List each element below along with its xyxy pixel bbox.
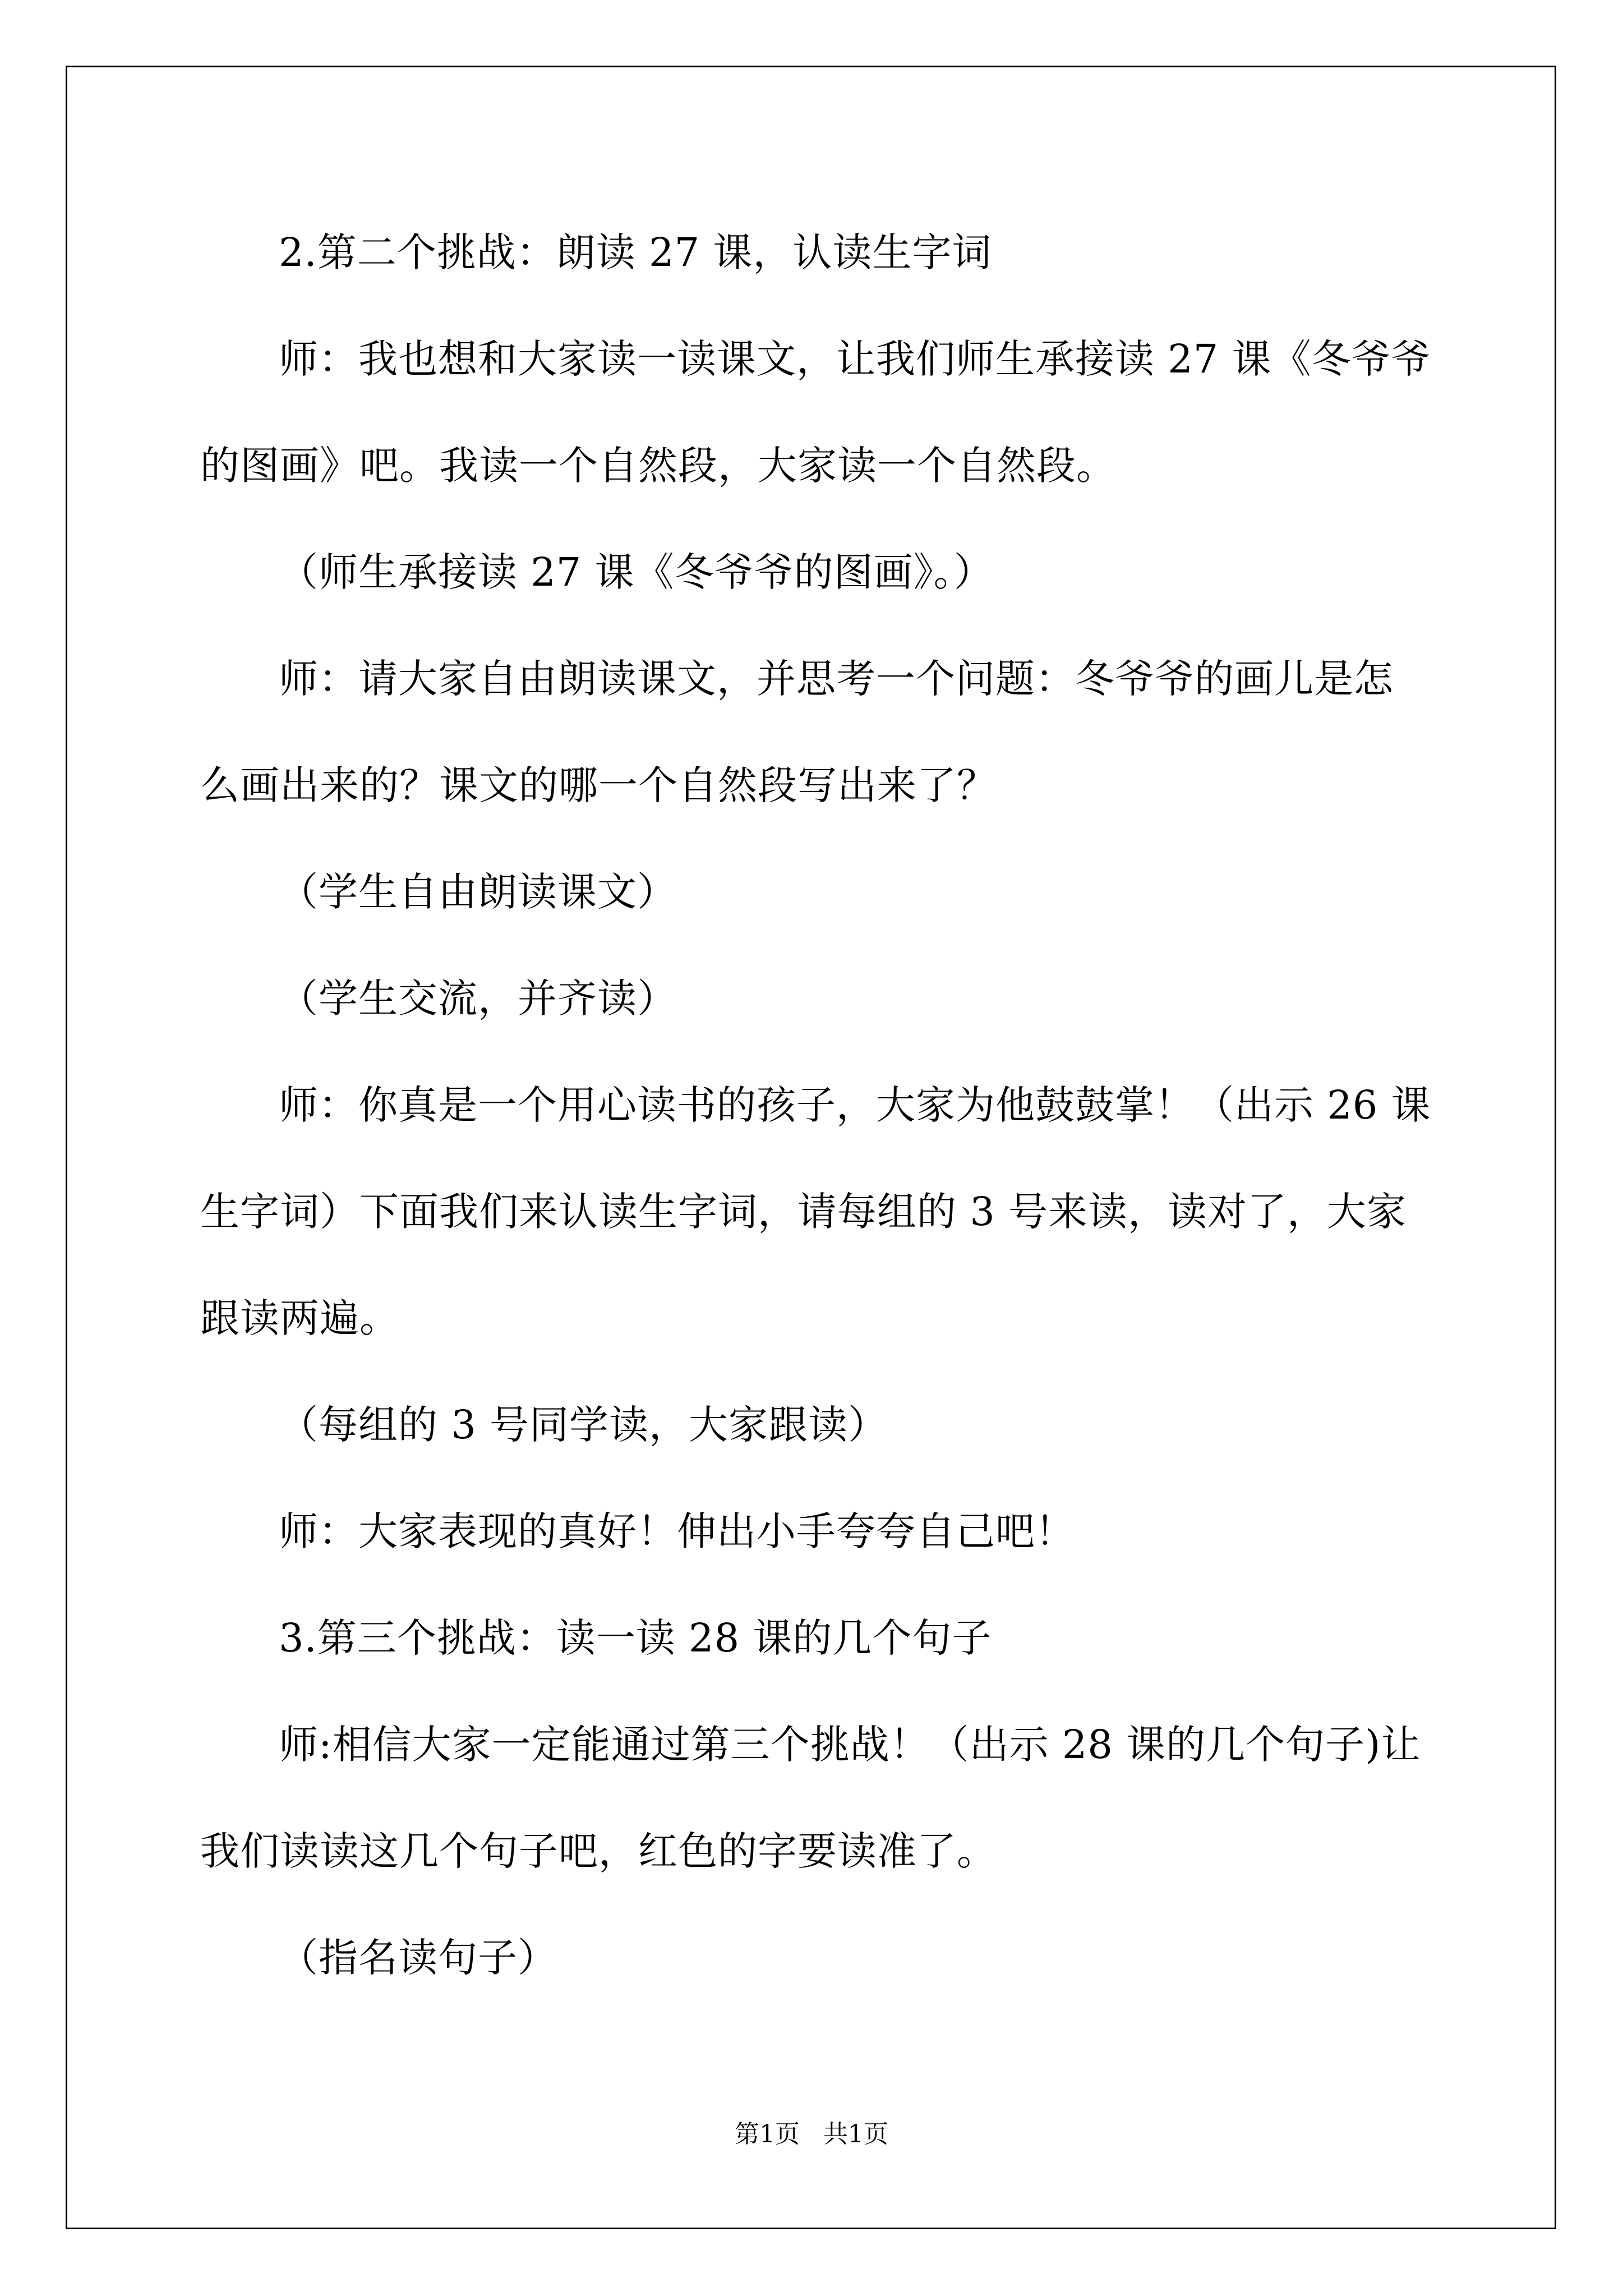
paragraph-line: （每组的 3 号同学读，大家跟读） [279, 1402, 888, 1448]
page-border [66, 66, 1556, 2229]
paragraph-line: （学生自由朗读课文） [279, 869, 677, 915]
paragraph-line: 生字词）下面我们来认读生字词，请每组的 3 号来读，读对了，大家 [200, 1189, 1407, 1235]
paragraph-line: 师：请大家自由朗读课文，并思考一个问题：冬爷爷的画儿是怎 [279, 656, 1394, 702]
paragraph-line: 师:相信大家一定能通过第三个挑战！（出示 28 课的几个句子)让 [279, 1722, 1421, 1768]
paragraph-line: 师：你真是一个用心读书的孩子，大家为他鼓鼓掌！（出示 26 课 [279, 1082, 1431, 1128]
heading-challenge-3: 3.第三个挑战：读一读 28 课的几个句子 [279, 1615, 992, 1661]
paragraph-line: （指名读句子） [279, 1935, 557, 1981]
paragraph-line: （师生承接读 27 课《冬爷爷的图画》。） [279, 549, 994, 595]
paragraph-line: 我们读读这几个句子吧，红色的字要读准了。 [200, 1828, 997, 1874]
paragraph-line: （学生交流，并齐读） [279, 976, 677, 1022]
paragraph-line: 跟读两遍。 [200, 1295, 399, 1341]
paragraph-line: 师：大家表现的真好！伸出小手夸夸自己吧！ [279, 1508, 1075, 1554]
page-number-footer: 第1页 共1页 [735, 2120, 888, 2148]
paragraph-line: 的图画》吧。我读一个自然段，大家读一个自然段。 [200, 443, 1116, 489]
paragraph-line: 师：我也想和大家读一读课文，让我们师生承接读 27 课《冬爷爷 [279, 336, 1431, 382]
heading-challenge-2: 2.第二个挑战：朗读 27 课，认读生字词 [279, 229, 992, 275]
paragraph-line: 么画出来的？课文的哪一个自然段写出来了？ [200, 762, 997, 808]
